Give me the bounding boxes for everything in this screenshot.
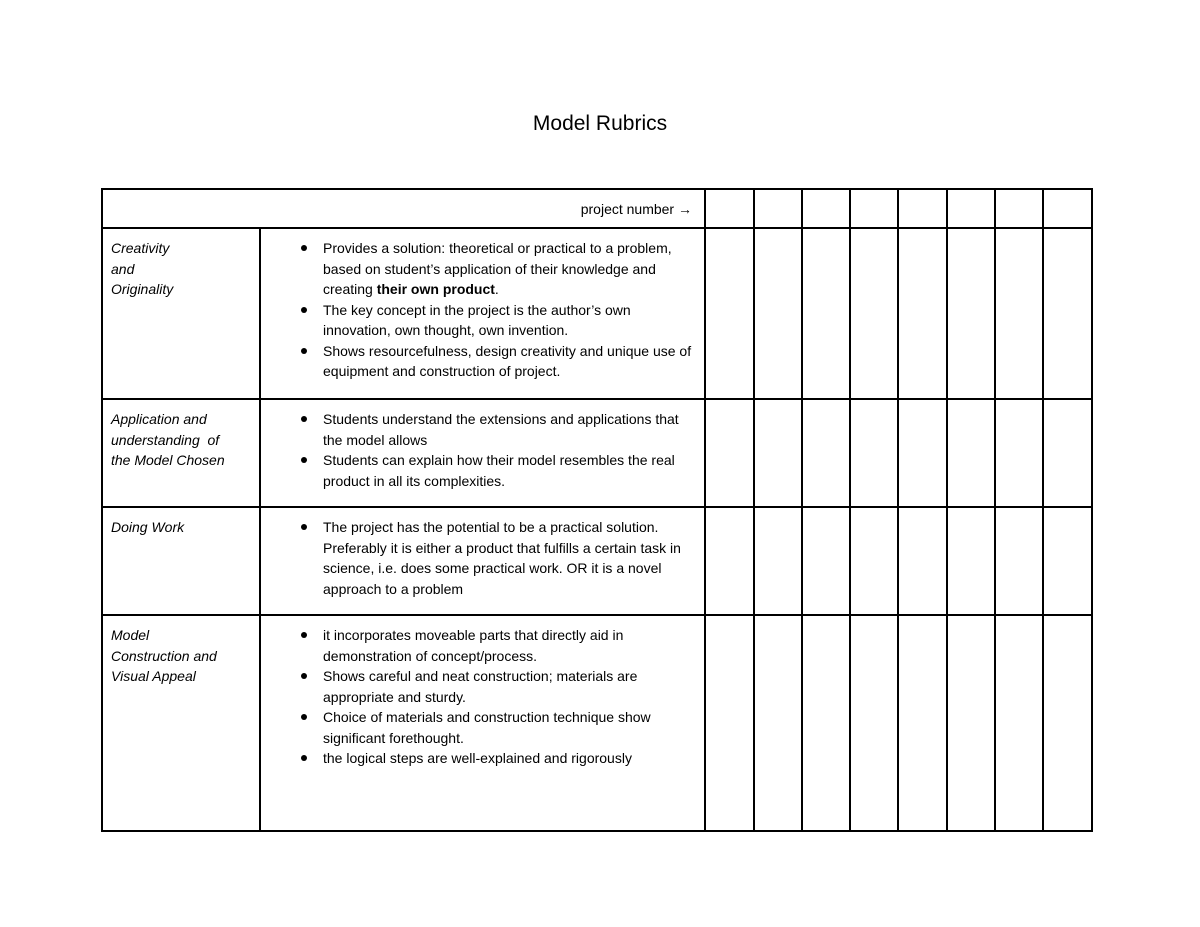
score-cell[interactable] bbox=[802, 189, 850, 228]
score-cell[interactable] bbox=[754, 399, 802, 507]
description-cell bbox=[260, 399, 705, 507]
score-cell[interactable] bbox=[995, 228, 1043, 399]
criterion-label: Construction and bbox=[111, 647, 217, 664]
criterion-label: Doing Work bbox=[111, 519, 185, 535]
score-cell[interactable] bbox=[898, 189, 947, 228]
score-cell[interactable] bbox=[898, 399, 947, 507]
score-cell[interactable] bbox=[705, 615, 754, 831]
criterion-label: Creativity bbox=[111, 240, 170, 256]
bullet-text-end: . bbox=[494, 281, 499, 297]
rubric-bullet bbox=[323, 625, 696, 666]
score-cell[interactable] bbox=[705, 228, 754, 399]
score-cell[interactable] bbox=[850, 507, 898, 615]
score-cell[interactable] bbox=[754, 615, 802, 831]
criterion-label: understanding of bbox=[111, 431, 220, 448]
bullet-text: Shows resourcefulness, design creativity and unique use of equipment and construction of project. bbox=[323, 342, 692, 379]
rubric-bullet bbox=[323, 450, 696, 491]
score-cell[interactable] bbox=[754, 228, 802, 399]
score-cell[interactable] bbox=[995, 399, 1043, 507]
criterion-cell bbox=[102, 615, 260, 831]
score-cell[interactable] bbox=[754, 507, 802, 615]
score-cell[interactable] bbox=[947, 189, 995, 228]
score-cell[interactable] bbox=[705, 399, 754, 507]
rubric-table bbox=[101, 188, 1093, 832]
bullet-text: Shows careful and neat construction; materials are appropriate and sturdy. bbox=[323, 668, 638, 705]
rubric-bullet bbox=[323, 341, 696, 382]
score-cell[interactable] bbox=[995, 189, 1043, 228]
criterion-label: the Model Chosen bbox=[111, 452, 225, 468]
criterion-cell bbox=[102, 228, 260, 399]
bullet-text: Students can explain how their model resembles the real product in all its complexities. bbox=[323, 452, 675, 489]
rubric-row bbox=[102, 399, 1092, 507]
rubric-bullet bbox=[323, 238, 696, 300]
rubric-bullet bbox=[323, 517, 696, 599]
score-cell[interactable] bbox=[995, 615, 1043, 831]
bullet-text: Provides a solution: theoretical or practical to a problem, based on student’s application of their knowledge and creating bbox=[323, 240, 672, 297]
score-cell[interactable] bbox=[1043, 507, 1092, 615]
bullet-text: The key concept in the project is the author’s own innovation, own thought, own invention. bbox=[323, 301, 631, 338]
rubric-row bbox=[102, 615, 1092, 831]
rubric-bullet bbox=[323, 748, 696, 769]
rubric-row bbox=[102, 507, 1092, 615]
criterion-label: Model bbox=[111, 627, 150, 643]
score-cell[interactable] bbox=[802, 228, 850, 399]
score-cell[interactable] bbox=[1043, 399, 1092, 507]
score-cell[interactable] bbox=[850, 228, 898, 399]
score-cell[interactable] bbox=[850, 615, 898, 831]
criterion-label: Visual Appeal bbox=[111, 668, 196, 684]
criterion-label: and bbox=[111, 260, 135, 277]
criterion-cell bbox=[102, 507, 260, 615]
score-cell[interactable] bbox=[947, 615, 995, 831]
score-cell[interactable] bbox=[1043, 228, 1092, 399]
score-cell[interactable] bbox=[898, 615, 947, 831]
bullet-text: the logical steps are well-explained and rigorously bbox=[323, 750, 632, 766]
bullet-list bbox=[261, 409, 696, 491]
score-cell[interactable] bbox=[898, 228, 947, 399]
score-cell[interactable] bbox=[850, 399, 898, 507]
criterion-cell bbox=[102, 399, 260, 507]
bullet-list bbox=[261, 517, 696, 599]
description-cell bbox=[260, 507, 705, 615]
bullet-list bbox=[261, 625, 696, 769]
bullet-bold-text: their own product bbox=[376, 281, 495, 297]
bullet-text: The project has the potential to be a practical solution. Preferably it is either a product that fulfills a certain task in science, i.e. does some practical work. OR it is a novel approach to a problem bbox=[323, 519, 681, 597]
score-cell[interactable] bbox=[705, 507, 754, 615]
score-cell[interactable] bbox=[898, 507, 947, 615]
score-cell[interactable] bbox=[947, 399, 995, 507]
rubric-bullet bbox=[323, 666, 696, 707]
bullet-text: it incorporates moveable parts that directly aid in demonstration of concept/process. bbox=[323, 627, 624, 664]
score-cell[interactable] bbox=[705, 189, 754, 228]
score-cell[interactable] bbox=[1043, 189, 1092, 228]
score-cell[interactable] bbox=[947, 507, 995, 615]
score-cell[interactable] bbox=[754, 189, 802, 228]
score-cell[interactable] bbox=[802, 507, 850, 615]
criterion-label: Application and bbox=[111, 411, 207, 427]
bullet-text: Choice of materials and construction technique show significant forethought. bbox=[323, 709, 651, 746]
rubric-row bbox=[102, 228, 1092, 399]
description-cell bbox=[260, 228, 705, 399]
criterion-label: Originality bbox=[111, 281, 174, 297]
page-title: Model Rubrics bbox=[532, 112, 668, 135]
score-cell[interactable] bbox=[802, 615, 850, 831]
bullet-text: Students understand the extensions and applications that the model allows bbox=[323, 411, 679, 448]
score-cell[interactable] bbox=[995, 507, 1043, 615]
rubric-bullet bbox=[323, 409, 696, 450]
bullet-list bbox=[261, 238, 696, 382]
header-row bbox=[102, 189, 1092, 228]
project-number-label: project number → bbox=[102, 189, 705, 228]
score-cell[interactable] bbox=[850, 189, 898, 228]
rubric-bullet bbox=[323, 707, 696, 748]
score-cell[interactable] bbox=[802, 399, 850, 507]
score-cell[interactable] bbox=[1043, 615, 1092, 831]
score-cell[interactable] bbox=[947, 228, 995, 399]
rubric-bullet bbox=[323, 300, 696, 341]
description-cell bbox=[260, 615, 705, 831]
